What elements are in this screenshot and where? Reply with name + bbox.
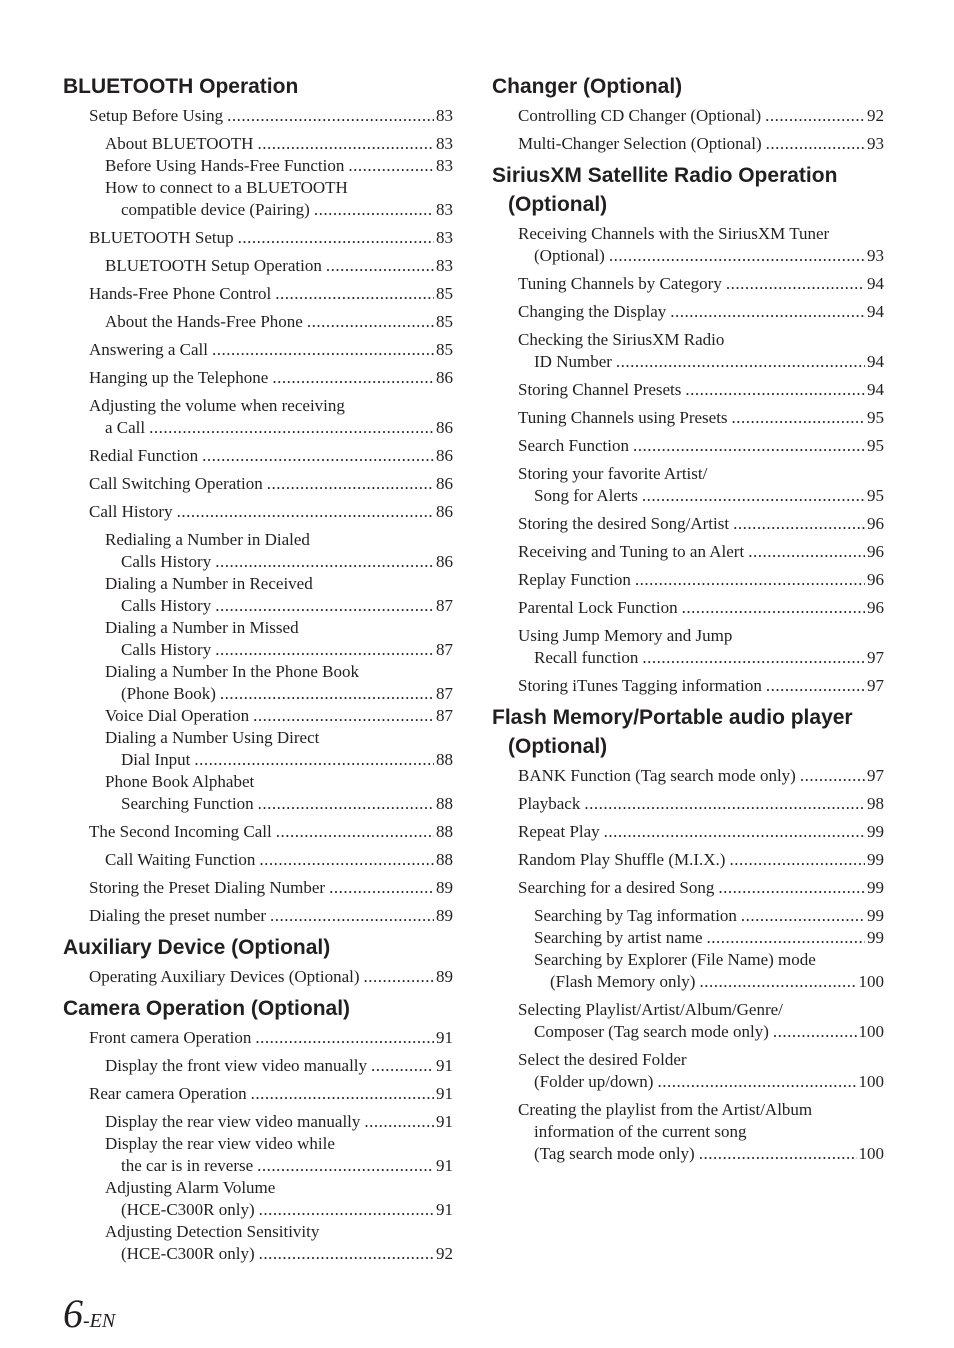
toc-section bbox=[63, 994, 453, 1265]
leader-dots bbox=[307, 311, 434, 333]
entry-page-number: 96 bbox=[867, 542, 884, 561]
entry-page-number: 87 bbox=[436, 640, 453, 659]
entry-text: BLUETOOTH Setup bbox=[89, 228, 234, 247]
toc-entry[interactable] bbox=[492, 329, 884, 373]
entry-text: Voice Dial Operation bbox=[105, 706, 250, 725]
leader-dots bbox=[707, 927, 865, 949]
leader-dots bbox=[765, 105, 865, 127]
entry-text: (HCE-C300R only) bbox=[121, 1200, 255, 1219]
toc-entry[interactable] bbox=[492, 765, 884, 787]
toc-subentry[interactable] bbox=[63, 771, 453, 815]
entry-text: Rear camera Operation bbox=[89, 1084, 247, 1103]
entry-text: (Phone Book) bbox=[121, 684, 216, 703]
entry-text: Storing the Preset Dialing Number bbox=[89, 878, 326, 897]
entry-page-number: 85 bbox=[436, 284, 453, 303]
leader-dots bbox=[253, 705, 434, 727]
toc-subentry[interactable] bbox=[63, 1133, 453, 1177]
entry-page-number: 86 bbox=[436, 368, 453, 387]
leader-dots bbox=[177, 501, 434, 523]
entry-text: Redialing a Number in Dialed bbox=[105, 530, 310, 549]
entry-page-number: 88 bbox=[436, 794, 453, 813]
entry-text: Searching Function bbox=[121, 794, 254, 813]
entry-page-number: 89 bbox=[436, 878, 453, 897]
entry-text: Calls History bbox=[121, 552, 212, 571]
leader-dots bbox=[642, 647, 865, 669]
leader-dots bbox=[732, 407, 865, 429]
toc-section bbox=[492, 72, 884, 155]
entry-text: Song for Alerts bbox=[534, 486, 638, 505]
entry-text: Selecting Playlist/Artist/Album/Genre/ bbox=[518, 1000, 783, 1019]
entry-page-number: 86 bbox=[436, 446, 453, 465]
toc-entry[interactable] bbox=[63, 966, 453, 988]
entry-text: (HCE-C300R only) bbox=[121, 1244, 255, 1263]
leader-dots bbox=[276, 821, 434, 843]
toc-subentry[interactable] bbox=[63, 849, 453, 871]
section-title: Flash Memory/Portable audio player (Optional) bbox=[492, 706, 853, 758]
entry-text: information of the current song bbox=[534, 1122, 747, 1141]
entry-page-number: 99 bbox=[867, 928, 884, 947]
toc-entry[interactable] bbox=[492, 301, 884, 323]
leader-dots bbox=[227, 105, 434, 127]
leader-dots bbox=[726, 273, 865, 295]
leader-dots bbox=[773, 1021, 857, 1043]
entry-page-number: 87 bbox=[436, 596, 453, 615]
leader-dots bbox=[215, 639, 434, 661]
entry-page-number: 97 bbox=[867, 766, 884, 785]
leader-dots bbox=[633, 435, 865, 457]
toc-entry[interactable] bbox=[492, 407, 884, 429]
toc-subentry[interactable] bbox=[63, 133, 453, 155]
toc-entry[interactable] bbox=[492, 1049, 884, 1093]
entry-page-number: 88 bbox=[436, 850, 453, 869]
entry-page-number: 88 bbox=[436, 750, 453, 769]
leader-dots bbox=[215, 595, 434, 617]
leader-dots bbox=[257, 133, 434, 155]
leader-dots bbox=[364, 1111, 434, 1133]
toc-entry[interactable] bbox=[63, 445, 453, 467]
section-title: SiriusXM Satellite Radio Operation (Optional) bbox=[492, 164, 838, 216]
entry-text: Storing the desired Song/Artist bbox=[518, 514, 730, 533]
leader-dots bbox=[670, 301, 865, 323]
entry-text: BLUETOOTH Setup Operation bbox=[105, 256, 322, 275]
toc-entry[interactable] bbox=[492, 849, 884, 871]
entry-text: BANK Function (Tag search mode only) bbox=[518, 766, 796, 785]
entry-text: Parental Lock Function bbox=[518, 598, 678, 617]
leader-dots bbox=[766, 133, 865, 155]
leader-dots bbox=[635, 569, 865, 591]
entry-text: Display the front view video manually bbox=[105, 1056, 368, 1075]
toc-subentry[interactable] bbox=[63, 255, 453, 277]
entry-page-number: 96 bbox=[867, 570, 884, 589]
leader-dots bbox=[699, 1143, 857, 1165]
leader-dots bbox=[348, 155, 434, 177]
entry-page-number: 83 bbox=[436, 256, 453, 275]
toc-subentry[interactable] bbox=[492, 905, 884, 927]
entry-page-number: 99 bbox=[867, 878, 884, 897]
entry-text: Dial Input bbox=[121, 750, 191, 769]
leader-dots bbox=[685, 379, 865, 401]
toc-subentry[interactable] bbox=[492, 949, 884, 993]
entry-page-number: 91 bbox=[436, 1156, 453, 1175]
entry-text: Searching by Explorer (File Name) mode bbox=[534, 950, 816, 969]
entry-page-number: 87 bbox=[436, 684, 453, 703]
entry-text: Receiving Channels with the SiriusXM Tuner bbox=[518, 224, 830, 243]
entry-text: Changing the Display bbox=[518, 302, 667, 321]
entry-text: Adjusting Alarm Volume bbox=[105, 1178, 276, 1197]
right-column bbox=[492, 72, 884, 1171]
toc-entry[interactable] bbox=[63, 105, 453, 127]
entry-text: Storing Channel Presets bbox=[518, 380, 682, 399]
entry-page-number: 92 bbox=[436, 1244, 453, 1263]
entry-text: Tuning Channels using Presets bbox=[518, 408, 728, 427]
entry-text: Replay Function bbox=[518, 570, 631, 589]
entry-text: Adjusting the volume when receiving bbox=[89, 396, 345, 415]
entry-page-number: 83 bbox=[436, 228, 453, 247]
entry-page-number: 94 bbox=[867, 274, 884, 293]
entry-page-number: 91 bbox=[436, 1028, 453, 1047]
leader-dots bbox=[604, 821, 865, 843]
entry-text: About the Hands-Free Phone bbox=[105, 312, 303, 331]
leader-dots bbox=[741, 905, 865, 927]
entry-page-number: 100 bbox=[858, 1022, 884, 1041]
entry-text: Operating Auxiliary Devices (Optional) bbox=[89, 967, 360, 986]
entry-text: Setup Before Using bbox=[89, 106, 224, 125]
toc-section bbox=[63, 933, 453, 988]
entry-text: Controlling CD Changer (Optional) bbox=[518, 106, 762, 125]
entry-text: (Folder up/down) bbox=[534, 1072, 654, 1091]
entry-text: Select the desired Folder bbox=[518, 1050, 687, 1069]
entry-page-number: 95 bbox=[867, 408, 884, 427]
toc-entry[interactable] bbox=[492, 273, 884, 295]
entry-text: Searching for a desired Song bbox=[518, 878, 715, 897]
entry-text: Tuning Channels by Category bbox=[518, 274, 722, 293]
leader-dots bbox=[149, 417, 434, 439]
toc-subentry[interactable] bbox=[63, 573, 453, 617]
entry-page-number: 96 bbox=[867, 598, 884, 617]
leader-dots bbox=[699, 971, 856, 993]
entry-page-number: 85 bbox=[436, 312, 453, 331]
toc-entry[interactable] bbox=[63, 395, 453, 439]
leader-dots bbox=[616, 351, 865, 373]
leader-dots bbox=[270, 905, 434, 927]
entry-page-number: 86 bbox=[436, 474, 453, 493]
entry-page-number: 95 bbox=[867, 436, 884, 455]
leader-dots bbox=[718, 877, 865, 899]
entry-text: Creating the playlist from the Artist/Album bbox=[518, 1100, 813, 1119]
left-column bbox=[63, 72, 453, 1271]
toc-subentry[interactable] bbox=[63, 1055, 453, 1077]
entry-text: the car is in reverse bbox=[121, 1156, 254, 1175]
entry-page-number: 91 bbox=[436, 1056, 453, 1075]
toc-entry[interactable] bbox=[492, 999, 884, 1043]
entry-text: Searching by Tag information bbox=[534, 906, 737, 925]
leader-dots bbox=[314, 199, 434, 221]
entry-page-number: 96 bbox=[867, 514, 884, 533]
entry-text: Phone Book Alphabet bbox=[105, 772, 255, 791]
leader-dots bbox=[257, 1155, 434, 1177]
entry-page-number: 89 bbox=[436, 967, 453, 986]
leader-dots bbox=[326, 255, 434, 277]
leader-dots bbox=[800, 765, 865, 787]
toc-entry[interactable] bbox=[492, 597, 884, 619]
leader-dots bbox=[584, 793, 865, 815]
entry-text: Answering a Call bbox=[89, 340, 208, 359]
toc-entry[interactable] bbox=[492, 675, 884, 697]
leader-dots bbox=[729, 849, 865, 871]
entry-text: Searching by artist name bbox=[534, 928, 703, 947]
toc-entry[interactable] bbox=[492, 569, 884, 591]
toc-subentry[interactable] bbox=[63, 1111, 453, 1133]
entry-page-number: 83 bbox=[436, 156, 453, 175]
entry-page-number: 99 bbox=[867, 822, 884, 841]
toc-subentry[interactable] bbox=[63, 155, 453, 177]
leader-dots bbox=[733, 513, 865, 535]
entry-page-number: 88 bbox=[436, 822, 453, 841]
entry-page-number: 89 bbox=[436, 906, 453, 925]
section-title: Camera Operation (Optional) bbox=[63, 997, 351, 1020]
toc-entry[interactable] bbox=[63, 227, 453, 249]
toc-entry[interactable] bbox=[63, 367, 453, 389]
entry-page-number: 83 bbox=[436, 134, 453, 153]
leader-dots bbox=[642, 485, 865, 507]
leader-dots bbox=[194, 749, 434, 771]
toc-entry[interactable] bbox=[492, 379, 884, 401]
entry-text: How to connect to a BLUETOOTH bbox=[105, 178, 348, 197]
entry-text: Recall function bbox=[534, 648, 639, 667]
entry-text: Checking the SiriusXM Radio bbox=[518, 330, 725, 349]
entry-page-number: 83 bbox=[436, 106, 453, 125]
toc-entry[interactable] bbox=[63, 877, 453, 899]
entry-page-number: 94 bbox=[867, 302, 884, 321]
toc-subentry[interactable] bbox=[63, 529, 453, 573]
entry-text: ID Number bbox=[534, 352, 612, 371]
entry-text: Dialing a Number in Missed bbox=[105, 618, 299, 637]
toc-subentry[interactable] bbox=[63, 1221, 453, 1265]
entry-text: Calls History bbox=[121, 640, 212, 659]
toc-subentry[interactable] bbox=[63, 705, 453, 727]
leader-dots bbox=[255, 1027, 434, 1049]
entry-page-number: 99 bbox=[867, 906, 884, 925]
entry-page-number: 100 bbox=[858, 1144, 884, 1163]
toc-entry[interactable] bbox=[492, 435, 884, 457]
leader-dots bbox=[272, 367, 434, 389]
entry-text: (Flash Memory only) bbox=[550, 972, 696, 991]
toc-entry[interactable] bbox=[492, 463, 884, 507]
entry-text: Call Waiting Function bbox=[105, 850, 256, 869]
entry-page-number: 94 bbox=[867, 352, 884, 371]
entry-text: (Optional) bbox=[534, 246, 605, 265]
entry-page-number: 99 bbox=[867, 850, 884, 869]
toc-subentry[interactable] bbox=[63, 311, 453, 333]
entry-text: Adjusting Detection Sensitivity bbox=[105, 1222, 320, 1241]
leader-dots bbox=[748, 541, 865, 563]
entry-page-number: 98 bbox=[867, 794, 884, 813]
entry-text: Calls History bbox=[121, 596, 212, 615]
entry-text: Before Using Hands-Free Function bbox=[105, 156, 345, 175]
entry-page-number: 93 bbox=[867, 246, 884, 265]
leader-dots bbox=[251, 1083, 434, 1105]
entry-text: a Call bbox=[105, 418, 146, 437]
toc-section bbox=[492, 161, 884, 697]
entry-text: Display the rear view video manually bbox=[105, 1112, 361, 1131]
entry-text: (Tag search mode only) bbox=[534, 1144, 695, 1163]
entry-text: Dialing a Number in Received bbox=[105, 574, 313, 593]
toc-entry[interactable] bbox=[63, 501, 453, 523]
leader-dots bbox=[202, 445, 434, 467]
entry-text: Storing iTunes Tagging information bbox=[518, 676, 762, 695]
entry-page-number: 95 bbox=[867, 486, 884, 505]
leader-dots bbox=[259, 849, 434, 871]
entry-page-number: 97 bbox=[867, 648, 884, 667]
entry-text: Receiving and Tuning to an Alert bbox=[518, 542, 745, 561]
entry-text: Display the rear view video while bbox=[105, 1134, 335, 1153]
entry-page-number: 91 bbox=[436, 1112, 453, 1131]
section-title: Changer (Optional) bbox=[492, 75, 683, 98]
leader-dots bbox=[220, 683, 434, 705]
toc-entry[interactable] bbox=[63, 821, 453, 843]
toc-section bbox=[63, 72, 453, 927]
entry-text: Composer (Tag search mode only) bbox=[534, 1022, 769, 1041]
entry-text: Dialing a Number In the Phone Book bbox=[105, 662, 360, 681]
entry-text: Dialing a Number Using Direct bbox=[105, 728, 320, 747]
toc-entry[interactable] bbox=[63, 1027, 453, 1049]
page-number bbox=[63, 1290, 115, 1337]
entry-text: Front camera Operation bbox=[89, 1028, 252, 1047]
entry-page-number: 97 bbox=[867, 676, 884, 695]
entry-text: Multi-Changer Selection (Optional) bbox=[518, 134, 762, 153]
leader-dots bbox=[267, 473, 434, 495]
section-title: Auxiliary Device (Optional) bbox=[63, 936, 331, 959]
entry-text: The Second Incoming Call bbox=[89, 822, 272, 841]
section-title: BLUETOOTH Operation bbox=[63, 75, 299, 98]
leader-dots bbox=[212, 339, 434, 361]
entry-text: Hands-Free Phone Control bbox=[89, 284, 272, 303]
entry-text: About BLUETOOTH bbox=[105, 134, 254, 153]
leader-dots bbox=[275, 283, 434, 305]
entry-text: Redial Function bbox=[89, 446, 199, 465]
entry-page-number: 91 bbox=[436, 1200, 453, 1219]
entry-page-number: 100 bbox=[858, 972, 884, 991]
entry-page-number: 86 bbox=[436, 502, 453, 521]
entry-page-number: 85 bbox=[436, 340, 453, 359]
toc-entry[interactable] bbox=[492, 133, 884, 155]
toc-subentry[interactable] bbox=[63, 661, 453, 705]
leader-dots bbox=[258, 793, 434, 815]
toc-section bbox=[492, 703, 884, 1165]
leader-dots bbox=[364, 966, 434, 988]
leader-dots bbox=[238, 227, 434, 249]
toc-entry[interactable] bbox=[492, 223, 884, 267]
toc-entry[interactable] bbox=[492, 541, 884, 563]
toc-entry[interactable] bbox=[492, 1099, 884, 1165]
page-number-digit: 6 bbox=[63, 1291, 83, 1336]
toc-subentry[interactable] bbox=[63, 1177, 453, 1221]
toc-subentry[interactable] bbox=[63, 177, 453, 221]
leader-dots bbox=[766, 675, 865, 697]
entry-page-number: 100 bbox=[858, 1072, 884, 1091]
entry-text: Repeat Play bbox=[518, 822, 600, 841]
entry-text: Storing your favorite Artist/ bbox=[518, 464, 708, 483]
leader-dots bbox=[371, 1055, 434, 1077]
entry-text: Playback bbox=[518, 794, 581, 813]
toc-subentry[interactable] bbox=[63, 727, 453, 771]
entry-page-number: 86 bbox=[436, 418, 453, 437]
entry-page-number: 87 bbox=[436, 706, 453, 725]
toc-entry[interactable] bbox=[492, 877, 884, 899]
leader-dots bbox=[682, 597, 865, 619]
leader-dots bbox=[329, 877, 434, 899]
entry-page-number: 94 bbox=[867, 380, 884, 399]
toc-entry[interactable] bbox=[492, 105, 884, 127]
toc-subentry[interactable] bbox=[63, 617, 453, 661]
entry-text: Call History bbox=[89, 502, 173, 521]
toc-entry[interactable] bbox=[63, 473, 453, 495]
entry-text: Random Play Shuffle (M.I.X.) bbox=[518, 850, 726, 869]
entry-page-number: 86 bbox=[436, 552, 453, 571]
entry-page-number: 93 bbox=[867, 134, 884, 153]
toc-entry[interactable] bbox=[63, 283, 453, 305]
entry-text: compatible device (Pairing) bbox=[121, 200, 310, 219]
entry-page-number: 92 bbox=[867, 106, 884, 125]
leader-dots bbox=[259, 1199, 434, 1221]
toc-entry[interactable] bbox=[63, 339, 453, 361]
entry-text: Using Jump Memory and Jump bbox=[518, 626, 733, 645]
entry-page-number: 83 bbox=[436, 200, 453, 219]
leader-dots bbox=[215, 551, 434, 573]
toc-entry[interactable] bbox=[492, 821, 884, 843]
toc-entry[interactable] bbox=[492, 793, 884, 815]
leader-dots bbox=[657, 1071, 856, 1093]
entry-text: Call Switching Operation bbox=[89, 474, 263, 493]
toc-entry[interactable] bbox=[63, 905, 453, 927]
toc-subentry[interactable] bbox=[492, 927, 884, 949]
leader-dots bbox=[259, 1243, 434, 1265]
toc-entry[interactable] bbox=[492, 513, 884, 535]
toc-entry[interactable] bbox=[63, 1083, 453, 1105]
entry-text: Search Function bbox=[518, 436, 629, 455]
entry-text: Dialing the preset number bbox=[89, 906, 267, 925]
entry-text: Hanging up the Telephone bbox=[89, 368, 269, 387]
toc-entry[interactable] bbox=[492, 625, 884, 669]
leader-dots bbox=[609, 245, 865, 267]
entry-page-number: 91 bbox=[436, 1084, 453, 1103]
page-number-suffix: -EN bbox=[83, 1310, 116, 1332]
